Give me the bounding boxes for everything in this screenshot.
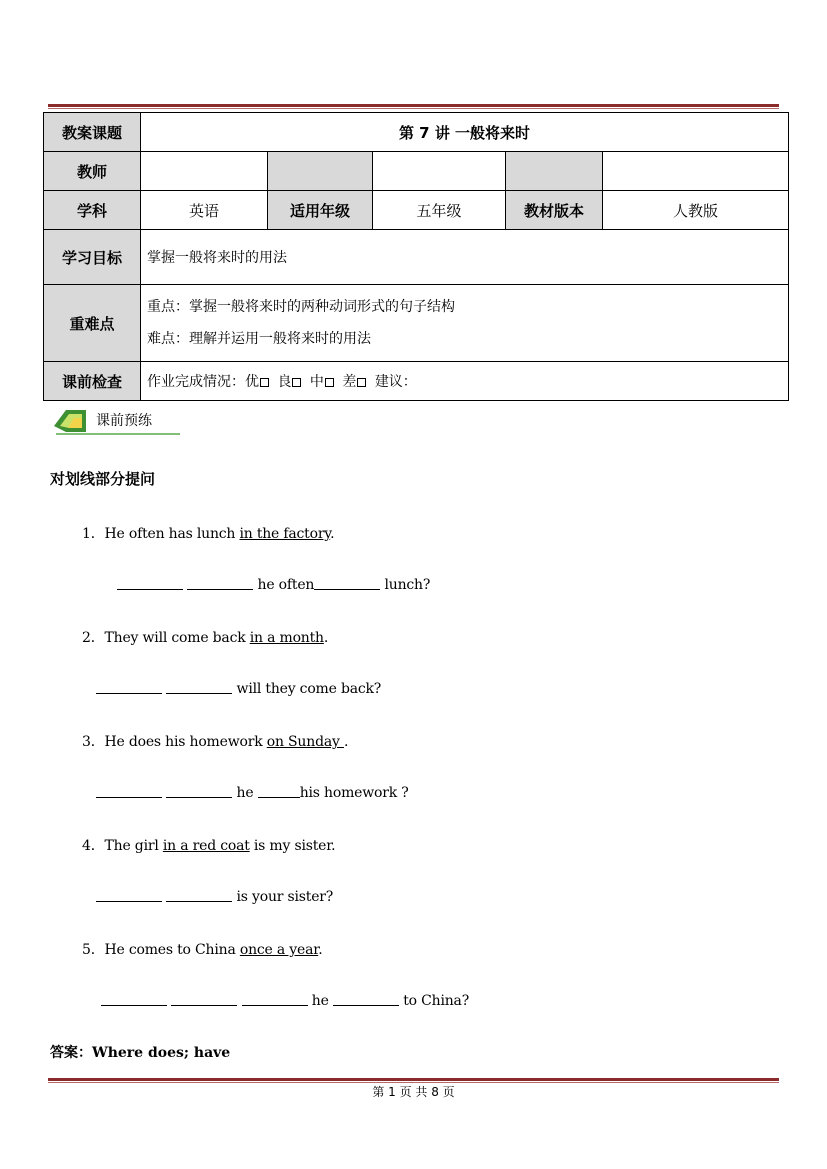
checkbox-icon[interactable] [357,378,366,387]
blank[interactable] [96,679,162,694]
underlined-phrase: in a red coat [162,838,250,854]
empty-value-cell [373,152,506,191]
question-text: They will come back [104,630,250,646]
question-2 [82,627,328,647]
empty-header-cell-2 [506,152,603,191]
edition-value: 人教版 [603,191,789,230]
answer-line-4 [96,887,333,905]
blank[interactable] [101,991,167,1006]
question-1 [82,523,334,543]
teacher-label: 教师 [44,152,141,191]
answer-text: he [311,993,329,1009]
key-label: 重难点 [44,285,141,362]
answer-text: to China? [403,993,470,1009]
answer-label: 答案： [50,1045,92,1061]
question-number: 1． [82,526,105,542]
blank[interactable] [117,575,183,590]
precheck-prefix: 作业完成情况： [147,374,245,390]
question-text-end: . [323,630,329,646]
difficult-point: 难点：理解并运用一般将来时的用法 [147,331,371,347]
question-5 [82,939,322,959]
answer-line-5 [101,991,469,1009]
question-number: 3． [82,734,105,750]
key-value-cell [141,285,789,362]
answer-text: his homework ? [299,785,409,801]
answer-line-3 [96,783,409,801]
question-number: 2． [82,630,105,646]
answer-text: Where does; have [92,1045,231,1061]
answer-text: lunch? [384,577,431,593]
blank[interactable] [166,887,232,902]
question-text-end: is my sister. [249,838,336,854]
grade-poor: 差 [342,374,357,390]
badge-label: 课前预练 [96,413,152,429]
question-text-end: . [330,526,335,542]
objective-value: 掌握一般将来时的用法 [141,230,789,285]
answer-line-2 [96,679,381,697]
underlined-phrase: once a year [239,942,319,958]
question-number: 5． [82,942,105,958]
question-number: 4． [82,838,105,854]
blank[interactable] [242,991,308,1006]
answer-text: he [236,785,254,801]
blank[interactable] [166,679,232,694]
blank[interactable] [258,783,300,798]
answer-text: is your sister? [236,889,334,905]
suggestion-label: 建议： [374,374,417,390]
blank[interactable] [314,575,380,590]
answer-key [50,1042,230,1062]
blank[interactable] [187,575,253,590]
key-point: 重点：掌握一般将来时的两种动词形式的句子结构 [147,299,455,315]
checkbox-icon[interactable] [260,378,269,387]
subject-value: 英语 [141,191,268,230]
blank[interactable] [96,887,162,902]
empty-header-cell [268,152,373,191]
question-text-end: . [343,734,349,750]
header-rule-thin [48,108,779,109]
question-text-end: . [318,942,323,958]
grade-label: 适用年级 [268,191,373,230]
teacher-value-cell [141,152,268,191]
precheck-value-cell [141,362,789,401]
checkbox-icon[interactable] [325,378,334,387]
grade-good: 良 [277,374,292,390]
question-text: The girl [104,838,163,854]
grade-medium: 中 [309,374,324,390]
grade-value: 五年级 [373,191,506,230]
blank[interactable] [333,991,399,1006]
lesson-topic: 第 7 讲 一般将来时 [141,113,789,152]
answer-text: will they come back? [236,681,382,697]
question-text: He often has lunch [104,526,240,542]
page-footer: 第 1 页 共 8 页 [372,1085,455,1099]
objective-label: 学习目标 [44,230,141,285]
answer-text: he often [257,577,315,593]
empty-value-cell-2 [603,152,789,191]
blank[interactable] [171,991,237,1006]
blank[interactable] [166,783,232,798]
lesson-topic-label: 教案课题 [44,113,141,152]
grade-excellent: 优 [245,374,259,390]
subject-label: 学科 [44,191,141,230]
header-rule [48,104,779,107]
question-4 [82,835,335,855]
underlined-phrase: in the factory [239,526,331,542]
blank[interactable] [96,783,162,798]
question-text: He does his homework [104,734,267,750]
precheck-label: 课前检查 [44,362,141,401]
question-3 [82,731,348,751]
answer-line-1 [117,575,430,593]
underlined-phrase: in a month [249,630,324,646]
question-text: He comes to China [104,942,240,958]
edition-label: 教材版本 [506,191,603,230]
checkbox-icon[interactable] [292,378,301,387]
section-title: 对划线部分提问 [50,470,156,488]
underlined-phrase: on Sunday [266,734,344,750]
footer-rule [48,1078,779,1081]
lesson-info-table [43,112,789,401]
